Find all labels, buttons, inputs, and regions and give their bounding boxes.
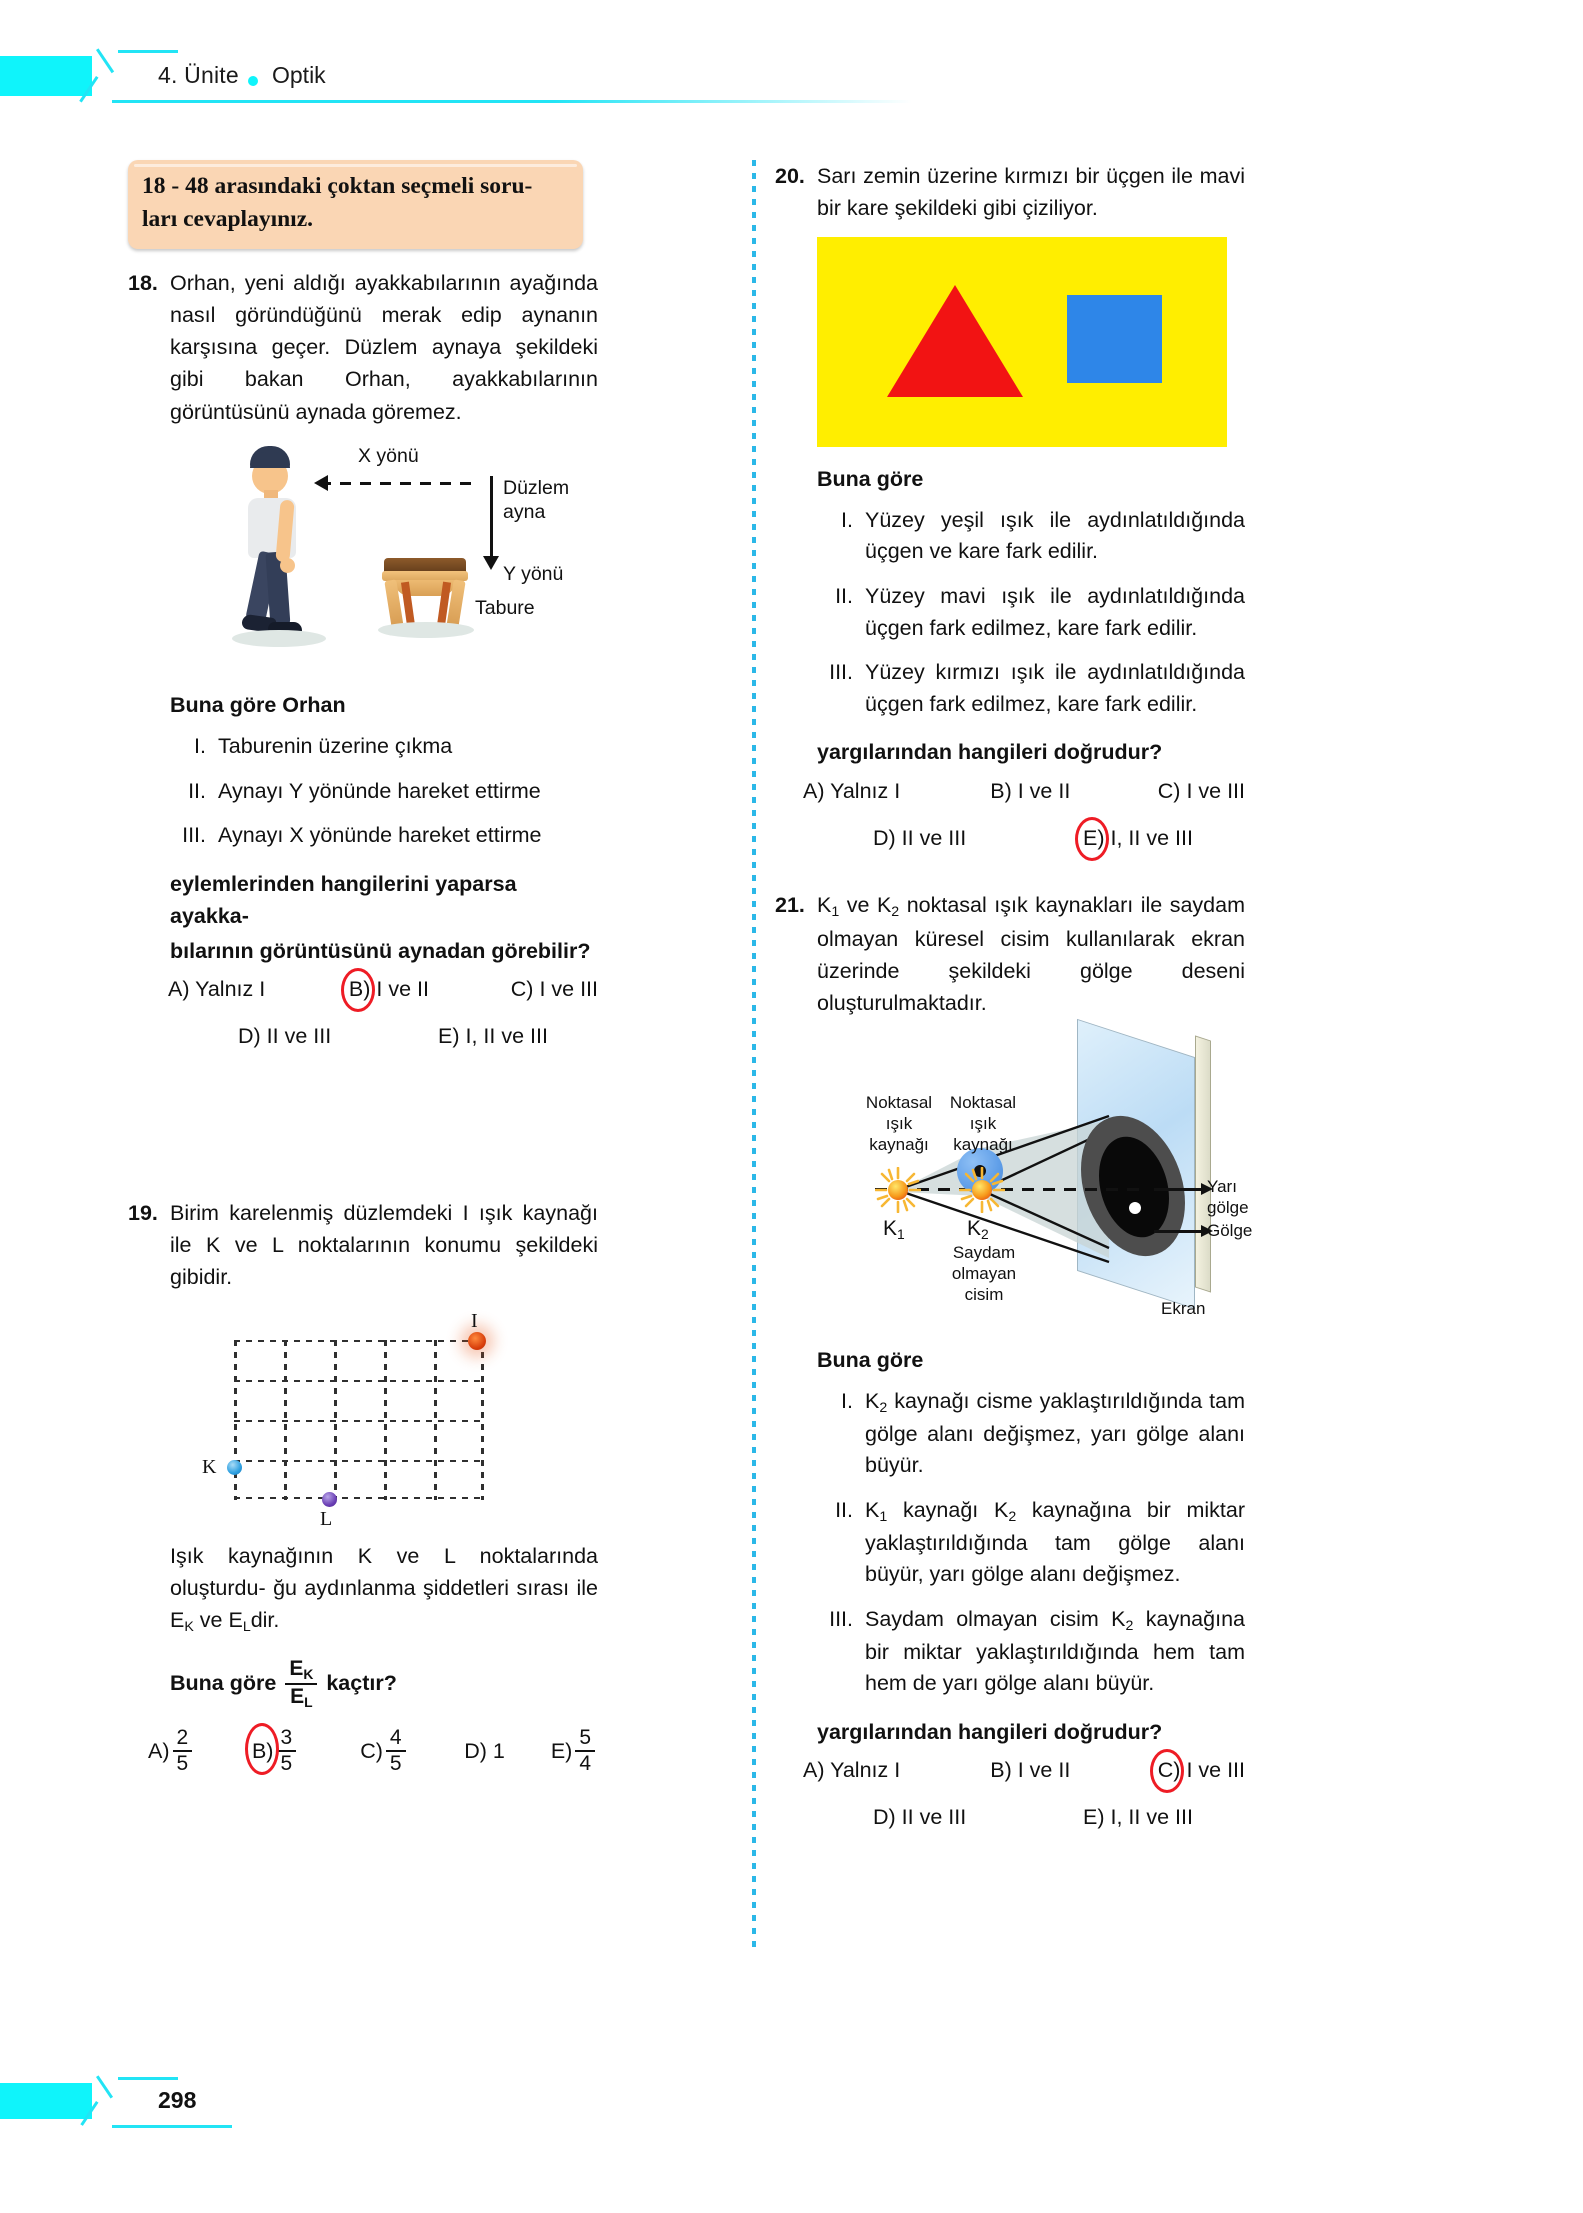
red-triangle-shape: [887, 285, 1023, 397]
q21-item-1-num: I.: [841, 1388, 853, 1413]
q21-option-d-letter: D): [873, 1805, 896, 1830]
q20-option-c-text: I ve III: [1186, 778, 1245, 803]
q21-item-2-num: II.: [835, 1497, 853, 1522]
q18-item-3-num: III.: [182, 823, 206, 848]
q18-option-d[interactable]: [238, 1024, 438, 1049]
q21-item-2-text: $K_1$ kaynağı $K_2$ kaynağına bir miktar yaklaştırıldığında tam gölge alanı büyür, yarı gölge alanı değişmez.: [865, 1497, 1245, 1587]
q21-text: $K_1$ ve $K_2$ noktasal ışık kaynakları ile saydam olmayan küresel cisim kullanılarak ekran üzerinde şekildeki gölge deseni oluşturulmaktadır.: [817, 892, 1245, 1016]
y-direction-arrow-icon: [483, 556, 499, 570]
q19-label-i: I: [471, 1309, 478, 1332]
q19-option-a-den: 5: [173, 1750, 193, 1775]
q19-option-a-fraction: [173, 1727, 193, 1775]
q20-item-2: [823, 581, 1245, 644]
column-divider: [752, 160, 756, 1950]
q19-option-b-den: 5: [276, 1750, 296, 1775]
q20-item-2-text: Yüzey mavi ışık ile aydınlatıldığında üçgen fark edilmez, kare fark edilir.: [865, 583, 1245, 640]
header-topic-label: Optik: [272, 62, 326, 88]
q19-option-b-num: 3: [280, 1726, 293, 1750]
stool-illustration: [382, 558, 468, 638]
q21-prompt: yargılarından hangileri doğrudur?: [817, 1719, 1163, 1744]
q18-item-2-text: Aynayı Y yönünde hareket ettirme: [218, 778, 541, 803]
q21-option-c-text: I ve III: [1186, 1758, 1245, 1783]
q18-option-a[interactable]: [168, 977, 349, 1002]
q19-buna-gore: Buna göre: [170, 1671, 277, 1696]
q18-label-mirror: [503, 476, 569, 525]
q18-options-row-2: [238, 1024, 598, 1049]
q20-prompt: yargılarından hangileri doğrudur?: [817, 740, 1163, 765]
q21-label-penumbra: Yarı gölge: [1207, 1176, 1249, 1217]
instruction-line-1: 18 - 48 arasındaki çoktan seçmeli soru-: [142, 173, 533, 199]
header-line-bottom: [112, 100, 912, 103]
q20-item-2-num: II.: [835, 583, 853, 608]
question-19: [128, 1197, 598, 1775]
q20-option-a-text: Yalnız I: [830, 778, 901, 803]
q21-label-k1: $K_1$: [883, 1216, 905, 1242]
q20-item-1-num: I.: [841, 507, 853, 532]
q18-number: 18.: [128, 270, 158, 295]
q21-options-row-1: [803, 1758, 1245, 1783]
q20-option-b-letter: B): [990, 778, 1012, 803]
header-chevron-top: [96, 48, 114, 73]
q18-option-c-letter: C): [510, 976, 534, 1001]
q19-option-e-num: 5: [579, 1726, 591, 1750]
unit-grid: [234, 1340, 484, 1500]
q21-number: 21.: [775, 892, 805, 917]
q19-option-c-letter: C): [360, 1738, 383, 1763]
q19-question-line: [170, 1658, 598, 1709]
q19-text-2-line-2: ğu aydınlanma şiddetleri sırası ile E: [170, 1575, 599, 1632]
q18-option-a-text: Yalnız I: [195, 976, 266, 1001]
q18-option-e-letter: E): [438, 1023, 460, 1048]
q20-option-c-letter: C): [1157, 778, 1181, 803]
q19-sub-k: K: [184, 1618, 194, 1635]
q21-option-a[interactable]: [803, 1758, 990, 1783]
q18-option-c-text: I ve III: [539, 976, 598, 1001]
q21-option-b-letter: B): [990, 1758, 1012, 1783]
q21-label-umbra: Gölge: [1207, 1220, 1253, 1240]
q21-label-source-2: Noktasal ışık kaynağı: [949, 1092, 1017, 1155]
q18-item-3-text: Aynayı X yönünde hareket ettirme: [218, 823, 542, 848]
header-unit-label: 4. Ünite: [158, 62, 239, 88]
q20-option-d-text: II ve III: [901, 825, 967, 850]
question-21: [775, 889, 1253, 1831]
q19-kactir: kaçtır?: [326, 1671, 397, 1696]
instruction-box: [128, 160, 583, 249]
q18-option-d-text: II ve III: [266, 1023, 332, 1048]
sight-ray-dashed: [320, 482, 472, 485]
q21-label-screen: Ekran: [1161, 1298, 1206, 1318]
q18-item-3: [176, 820, 598, 852]
person-illustration: [228, 446, 314, 641]
right-column: [775, 160, 1253, 1834]
q18-item-1-num: I.: [194, 734, 206, 759]
q18-prompt-line-2: bılarının görüntüsünü aynadan görebilir?: [170, 938, 591, 963]
q21-item-3-num: III.: [829, 1606, 853, 1631]
q19-label-l: L: [320, 1507, 333, 1530]
question-20: [775, 160, 1245, 851]
q18-figure: [170, 438, 590, 673]
q18-lead: Buna göre Orhan: [170, 692, 346, 717]
point-l: [322, 1492, 337, 1507]
q20-item-1: [823, 505, 1245, 568]
q18-label-stool: Tabure: [475, 596, 535, 619]
q20-option-b[interactable]: [990, 779, 1158, 804]
q19-option-d[interactable]: [464, 1739, 551, 1764]
q21-option-e-letter: E): [1083, 1805, 1105, 1830]
left-column: [128, 160, 598, 1779]
q18-option-b-letter: B): [348, 976, 371, 1001]
point-k: [227, 1460, 242, 1475]
point-light-source-2-icon: [959, 1167, 1005, 1213]
q21-option-b[interactable]: [990, 1758, 1158, 1783]
q18-item-1-text: Taburenin üzerine çıkma: [218, 734, 453, 759]
q18-option-d-letter: D): [238, 1023, 261, 1048]
sight-ray-arrow-icon: [314, 475, 328, 491]
q18-option-b-text: I ve II: [376, 976, 429, 1001]
q20-option-d[interactable]: [873, 826, 1083, 851]
q18-option-b[interactable]: [349, 977, 511, 1002]
q20-text: Sarı zemin üzerine kırmızı bir üçgen ile mavi bir kare şekildeki gibi çiziliyor.: [817, 164, 1245, 221]
q19-option-b-letter: B): [251, 1738, 274, 1763]
q18-option-e-text: I, II ve III: [465, 1023, 548, 1048]
penumbra-arrow-icon: [1154, 1188, 1202, 1191]
q20-item-3: [823, 657, 1245, 720]
header-line-top: [118, 50, 178, 53]
light-source-point-i: [468, 1332, 486, 1350]
blue-square-shape: [1067, 295, 1162, 383]
q19-option-d-value: 1: [492, 1738, 505, 1763]
q21-option-c-letter: C): [1157, 1758, 1181, 1783]
instruction-line-2: ları cevaplayınız.: [142, 206, 314, 233]
q20-option-e[interactable]: [1083, 826, 1193, 851]
q21-option-c[interactable]: [1158, 1758, 1245, 1783]
q20-options-row-2: [873, 826, 1245, 851]
q18-label-mirror-2: ayna: [503, 501, 546, 524]
q21-lead: Buna göre: [817, 1347, 924, 1372]
q19-option-c-den: 5: [386, 1750, 406, 1775]
q21-options-row-2: [873, 1805, 1245, 1830]
q21-option-a-text: Yalnız I: [830, 1758, 901, 1783]
q19-option-a[interactable]: [148, 1727, 252, 1775]
q18-label-x: X yönü: [358, 444, 419, 467]
footer-line-top: [118, 2077, 178, 2080]
q21-item-1-text: $K_2$ kaynağı cisme yaklaştırıldığında tam gölge alanı değişmez, yarı gölge alanı büyür.: [865, 1388, 1245, 1478]
q21-item-3-text: Saydam olmayan cisim $K_2$ kaynağına bir miktar yaklaştırıldığında hem tam hem de yarı gölge alanı büyür.: [865, 1606, 1245, 1696]
q21-option-b-text: I ve II: [1017, 1758, 1071, 1783]
q19-text-2: [170, 1540, 598, 1639]
q21-item-2: [823, 1495, 1245, 1591]
q19-text-2-mid: ve E: [193, 1608, 243, 1632]
q20-lead: Buna göre: [817, 466, 924, 491]
q19-option-e-fraction: [575, 1727, 595, 1775]
q19-fraction-ek-el: [285, 1658, 317, 1709]
q19-option-c-fraction: [386, 1727, 406, 1775]
q21-roman-list: [823, 1386, 1245, 1700]
q21-item-3: [823, 1604, 1245, 1700]
point-light-source-1-icon: [875, 1167, 921, 1213]
q20-option-d-letter: D): [873, 825, 896, 850]
q18-option-a-letter: A): [168, 976, 190, 1001]
page-number: 298: [158, 2087, 197, 2113]
q19-number: 19.: [128, 1200, 158, 1225]
q18-item-2: [176, 776, 598, 808]
umbra-center-dot: [1129, 1202, 1141, 1214]
q18-label-mirror-1: Düzlem: [503, 476, 570, 499]
question-18: [128, 267, 598, 1049]
q20-roman-list: [823, 505, 1245, 721]
q20-options-row-1: [803, 779, 1245, 804]
q19-frac-denominator: $E_L$: [285, 1683, 317, 1709]
q20-option-b-text: I ve II: [1017, 778, 1071, 803]
q20-option-e-text: I, II ve III: [1110, 825, 1193, 850]
q19-option-e[interactable]: [551, 1727, 598, 1775]
q19-sub-l: L: [242, 1618, 251, 1635]
q21-option-e-text: I, II ve III: [1110, 1805, 1193, 1830]
q20-figure: [817, 237, 1227, 447]
q21-option-d-text: II ve III: [901, 1805, 967, 1830]
q21-option-d[interactable]: [873, 1805, 1083, 1830]
q20-option-a[interactable]: [803, 779, 990, 804]
q19-label-k: K: [202, 1455, 217, 1478]
q18-text: Orhan, yeni aldığı ayakkabılarının ayağında nasıl göründüğünü merak edip aynanın karşısına geçer. Düzlem aynaya şekildeki gibi bakan Orhan, ayakkabılarının görüntüsünü aynada göremez.: [170, 270, 598, 424]
bullet-dot-icon: [248, 76, 258, 86]
q19-options-row: [148, 1727, 598, 1775]
q18-label-y: Y yönü: [503, 562, 564, 585]
q21-k1: K: [817, 892, 832, 917]
q19-option-b-fraction: [276, 1727, 296, 1775]
q18-option-c[interactable]: [511, 977, 598, 1002]
q20-item-3-num: III.: [829, 660, 853, 685]
footer-accent-block: [0, 2083, 92, 2119]
q20-option-c[interactable]: [1158, 779, 1245, 804]
mirror-line: [490, 476, 493, 562]
q21-text-rest: noktasal ışık kaynakları ile saydam olmayan küresel cisim kullanılarak ekran üzerinde şekildeki gölge deseni oluşturulmaktadır.: [817, 892, 1245, 1016]
umbra-arrow-icon: [1154, 1230, 1202, 1233]
q21-label-source-1: Noktasal ışık kaynağı: [865, 1092, 933, 1155]
q19-figure: [174, 1309, 574, 1532]
q19-option-c-num: 4: [389, 1726, 402, 1750]
q19-option-e-letter: E): [550, 1738, 573, 1763]
q19-option-d-letter: D): [464, 1738, 487, 1763]
q21-item-1: [823, 1386, 1245, 1482]
q19-option-e-den: 4: [575, 1750, 595, 1775]
q21-figure: [809, 1030, 1253, 1320]
q20-item-1-text: Yüzey yeşil ışık ile aydınlatıldığında üçgen ve kare fark edilir.: [865, 507, 1245, 564]
q18-roman-list: [176, 731, 598, 852]
q20-number: 20.: [775, 164, 805, 188]
q21-ve-k2: ve K: [839, 892, 892, 917]
q21-option-a-letter: A): [803, 1758, 825, 1783]
q21-label-k2: $K_2$: [967, 1216, 989, 1242]
q18-options-row-1: [168, 977, 598, 1002]
q19-option-b[interactable]: [252, 1727, 360, 1775]
footer-line-bottom: [112, 2125, 232, 2128]
q19-option-a-num: 2: [176, 1726, 189, 1750]
q19-text-2-end: dir.: [250, 1608, 280, 1632]
footer-chevron-top: [96, 2075, 113, 2098]
q21-label-object: Saydam olmayan cisim: [951, 1242, 1017, 1305]
q20-option-a-letter: A): [803, 778, 825, 803]
q19-frac-numerator: $E_K$: [289, 1657, 314, 1683]
header-accent-block: [0, 56, 92, 96]
q19-text: Birim karelenmiş düzlemdeki I ışık kaynağı ile K ve L noktalarının konumu şekildeki gibidir.: [170, 1200, 598, 1290]
q18-item-1: [176, 731, 598, 763]
page-footer: [0, 2073, 1583, 2127]
q21-option-e[interactable]: [1083, 1805, 1193, 1830]
q20-item-3-text: Yüzey kırmızı ışık ile aydınlatıldığında üçgen fark edilmez, kare fark edilir.: [865, 660, 1245, 716]
q19-text-2-line-1: Işık kaynağının K ve L noktalarında oluşturdu-: [170, 1543, 598, 1600]
q19-option-a-letter: A): [148, 1738, 170, 1763]
page-header: [0, 48, 1583, 104]
q18-item-2-num: II.: [188, 778, 206, 803]
q18-prompt-line-1: eylemlerinden hangilerini yaparsa ayakka-: [170, 872, 517, 929]
q20-option-e-letter: E): [1083, 825, 1105, 850]
q19-option-c[interactable]: [360, 1727, 464, 1775]
q18-option-e[interactable]: [438, 1024, 548, 1049]
